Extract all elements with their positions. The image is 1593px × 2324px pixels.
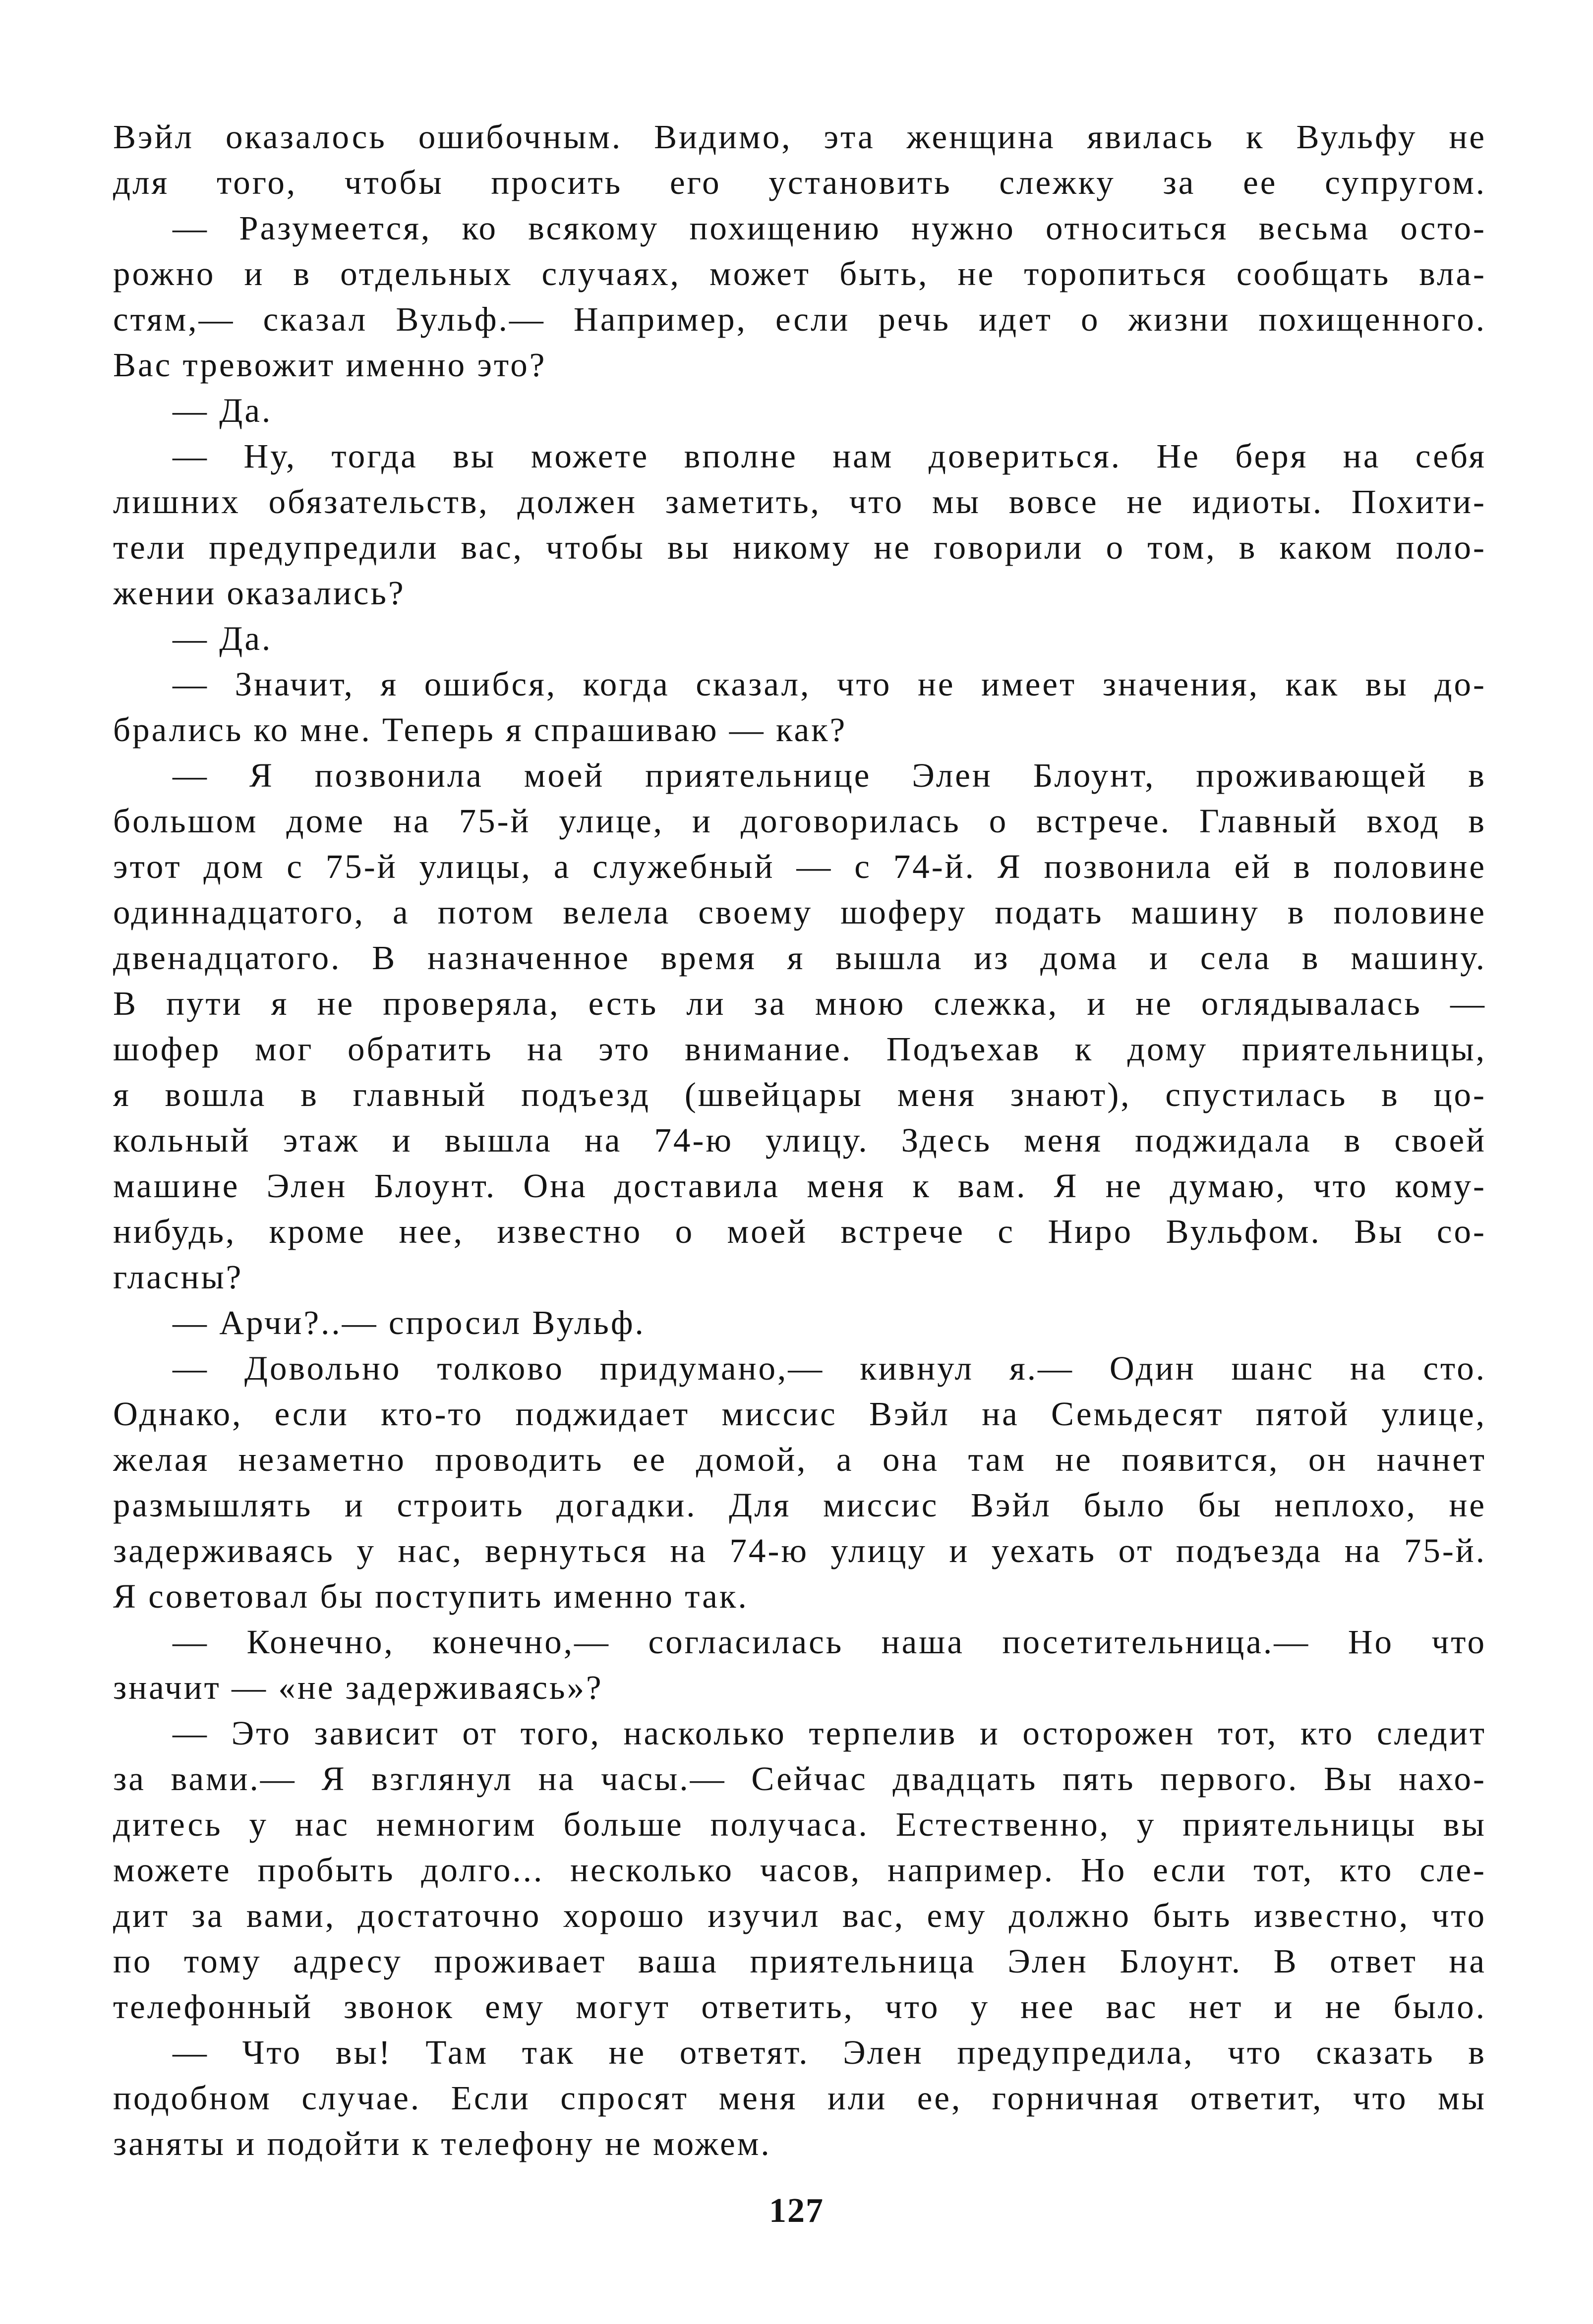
text-line: большом доме на 75-й улице, и договорилась о встрече. Главный вход в <box>113 802 1486 840</box>
text-line: тели предупредили вас, чтобы вы никому не говорили о том, в каком поло- <box>113 528 1486 566</box>
text-line: Однако, если кто-то поджидает миссис Вэйл на Семьдесят пятой улице, <box>113 1395 1486 1433</box>
text-line: желая незаметно проводить ее домой, а она там не появится, он начнет <box>113 1441 1486 1478</box>
text-line: — Это зависит от того, насколько терпелив и осторожен тот, кто следит <box>173 1714 1486 1752</box>
text-line: — Значит, я ошибся, когда сказал, что не имеет значения, как вы до- <box>173 665 1486 703</box>
text-line: телефонный звонок ему могут ответить, что у нее вас нет и не было. <box>113 1988 1486 2026</box>
text-line: кольный этаж и вышла на 74-ю улицу. Здесь меня поджидала в своей <box>113 1121 1486 1159</box>
text-line: В пути я не проверяла, есть ли за мною слежка, и не оглядывалась — <box>113 985 1486 1022</box>
text-line: машине Элен Блоунт. Она доставила меня к вам. Я не думаю, что кому- <box>113 1167 1486 1205</box>
text-line: нибудь, кроме нее, известно о моей встрече с Ниро Вульфом. Вы со- <box>113 1213 1486 1250</box>
text-line: гласны? <box>113 1258 243 1296</box>
text-line: Вас тревожит именно это? <box>113 346 547 384</box>
text-line: брались ко мне. Теперь я спрашиваю — как? <box>113 711 847 749</box>
text-line: подобном случае. Если спросят меня или ее, горничная ответит, что мы <box>113 2079 1486 2117</box>
text-line: — Да. <box>173 392 273 429</box>
text-line: Вэйл оказалось ошибочным. Видимо, эта женщина явилась к Вульфу не <box>113 118 1486 156</box>
text-line: этот дом с 75-й улицы, а служебный — с 74-й. Я позвонила ей в половине <box>113 848 1486 885</box>
text-line: шофер мог обратить на это внимание. Подъехав к дому приятельницы, <box>113 1030 1486 1068</box>
text-line: — Ну, тогда вы можете вполне нам довериться. Не беря на себя <box>173 437 1486 475</box>
text-line: — Разумеется, ко всякому похищению нужно относиться весьма осто- <box>173 209 1486 247</box>
text-line: за вами.— Я взглянул на часы.— Сейчас двадцать пять первого. Вы нахо- <box>113 1760 1486 1798</box>
text-line: я вошла в главный подъезд (швейцары меня знают), спустилась в цо- <box>113 1076 1486 1113</box>
text-line: рожно и в отдельных случаях, может быть, не торопиться сообщать вла- <box>113 255 1486 292</box>
text-line: — Я позвонила моей приятельнице Элен Блоунт, проживающей в <box>173 756 1486 794</box>
text-line: — Да. <box>173 620 273 657</box>
text-line: одиннадцатого, а потом велела своему шоферу подать машину в половине <box>113 893 1486 931</box>
text-line: двенадцатого. В назначенное время я вышла из дома и села в машину. <box>113 939 1486 977</box>
text-line: заняты и подойти к телефону не можем. <box>113 2125 771 2162</box>
text-line: размышлять и строить догадки. Для миссис Вэйл было бы неплохо, не <box>113 1486 1486 1524</box>
text-line: задерживаясь у нас, вернуться на 74-ю улицу и уехать от подъезда на 75-й. <box>113 1532 1486 1569</box>
text-line: — Довольно толково придумано,— кивнул я.— Один шанс на сто. <box>173 1349 1486 1387</box>
text-line: — Что вы! Там так не ответят. Элен предупредила, что сказать в <box>173 2034 1486 2071</box>
text-line: можете пробыть долго... несколько часов, например. Но если тот, кто сле- <box>113 1851 1486 1889</box>
text-line: — Арчи?..— спросил Вульф. <box>173 1304 646 1341</box>
text-line: для того, чтобы просить его установить слежку за ее супругом. <box>113 164 1486 201</box>
page-number: 127 <box>769 2192 824 2230</box>
text-line: значит — «не задерживаясь»? <box>113 1669 603 1706</box>
text-line: жении оказались? <box>113 574 406 612</box>
text-line: дит за вами, достаточно хорошо изучил вас, ему должно быть известно, что <box>113 1897 1486 1934</box>
text-body <box>113 114 1486 2166</box>
text-line: стям,— сказал Вульф.— Например, если речь идет о жизни похищенного. <box>113 300 1486 338</box>
text-line: дитесь у нас немногим больше получаса. Естественно, у приятельницы вы <box>113 1805 1486 1843</box>
text-line: Я советовал бы поступить именно так. <box>113 1577 749 1615</box>
text-line: по тому адресу проживает ваша приятельница Элен Блоунт. В ответ на <box>113 1942 1486 1980</box>
text-line: — Конечно, конечно,— согласилась наша посетительница.— Но что <box>173 1623 1486 1661</box>
text-line: лишних обязательств, должен заметить, что мы вовсе не идиоты. Похити- <box>113 483 1486 521</box>
